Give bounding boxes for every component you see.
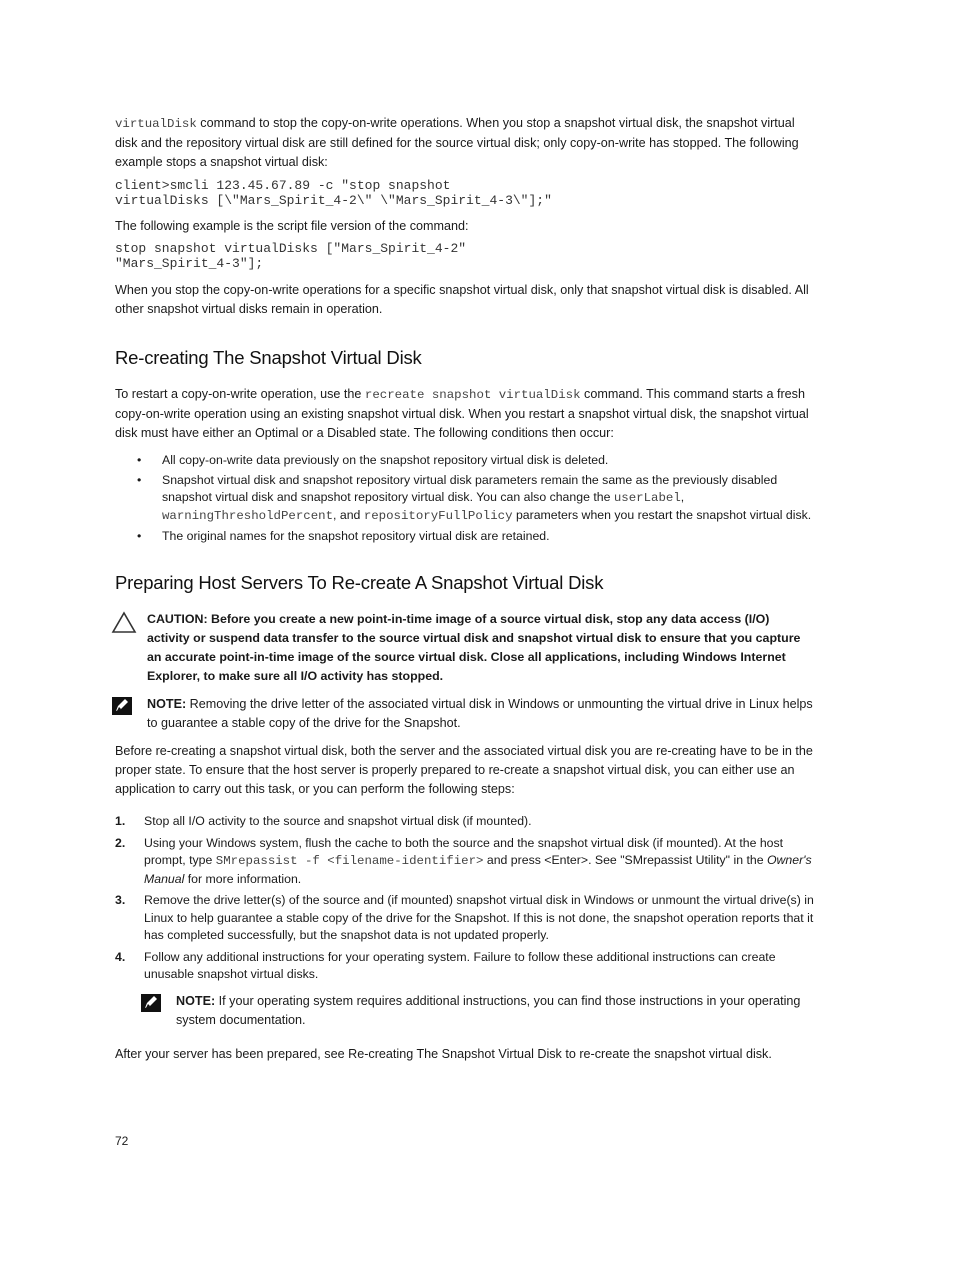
list-item: • The original names for the snapshot repository virtual disk are retained. bbox=[137, 529, 550, 543]
section1-paragraph: To restart a copy-on-write operation, use the recreate snapshot virtualDisk command. This command starts a fresh copy-on-write operation using an existing snapshot virtual disk. When you restart a snapshot virtual disk, the snapshot virtual disk must have either an Optimal or a Disabled state. The following conditions then occur: bbox=[115, 387, 809, 440]
intro-paragraph-3: When you stop the copy-on-write operations for a specific snapshot virtual disk, only that snapshot virtual disk is disabled. All other snapshot virtual disks remain in operation. bbox=[115, 283, 809, 316]
section-heading-preparing: Preparing Host Servers To Re-create A Snapshot Virtual Disk bbox=[115, 572, 604, 593]
inline-code: virtualDisk bbox=[115, 117, 197, 131]
caution-triangle-icon bbox=[111, 611, 137, 641]
code-example-cli: client>smcli 123.45.67.89 -c "stop snapshot virtualDisks [\"Mars_Spirit_4-2\" \"Mars_Spirit_4-3\"];" bbox=[115, 178, 552, 208]
bullet-icon: • bbox=[137, 453, 142, 467]
note-notice: NOTE: Removing the drive letter of the associated virtual disk in Windows or unmounting the virtual drive in Linux helps to guarantee a stable copy of the drive for the Snapshot. bbox=[115, 695, 815, 733]
inline-code: userLabel bbox=[613, 491, 681, 505]
list-item: 2. Using your Windows system, flush the cache to both the source and the snapshot virtual disk (if mounted). At the host prompt, type SMrepassist -f <filename-identifier> and press <Enter>. See "SMrepassist Utility" in the Owner's Manual for more information. bbox=[115, 835, 812, 886]
list-item: 1. Stop all I/O activity to the source and snapshot virtual disk (if mounted). bbox=[115, 814, 532, 828]
bullet-icon: • bbox=[137, 529, 142, 543]
section-heading-recreating: Re-creating The Snapshot Virtual Disk bbox=[115, 347, 422, 368]
closing-paragraph: After your server has been prepared, see Re-creating The Snapshot Virtual Disk to re-create the snapshot virtual disk. bbox=[115, 1046, 772, 1061]
inline-code: warningThresholdPercent bbox=[162, 509, 334, 523]
bullet-icon: • bbox=[137, 473, 142, 487]
intro-paragraph-1: virtualDisk command to stop the copy-on-write operations. When you stop a snapshot virtual disk, the snapshot virtual disk and the repository virtual disk are still defined for the source virtual disk; only copy-on-write has stopped. The following example stops a snapshot virtual disk: bbox=[115, 116, 799, 169]
code-example-script: stop snapshot virtualDisks ["Mars_Spirit_4-2" "Mars_Spirit_4-3"]; bbox=[115, 241, 467, 271]
section2-paragraph: Before re-creating a snapshot virtual disk, both the server and the associated virtual disk you are re-creating have to be in the proper state. To ensure that the host server is properly prepared to re-create a snapshot virtual disk, you can either use an application to carry out this task, or you can perform the following steps: bbox=[115, 744, 813, 796]
steps-list bbox=[115, 813, 815, 1030]
list-item: • All copy-on-write data previously on the snapshot repository virtual disk is deleted. bbox=[137, 453, 609, 467]
caution-notice: CAUTION: Before you create a new point-in-time image of a source virtual disk, stop any data access (I/O) activity or suspend data transfer to the source virtual disk and snapshot virtual disk to ensure that you capture an accurate point-in-time image of the source virtual disk. Close all applications, including Windows Internet Explorer, to make sure all I/O activity has stopped. bbox=[115, 610, 815, 686]
note-pencil-icon bbox=[111, 696, 133, 722]
note-notice: NOTE: If your operating system requires additional instructions, you can find those instructions in your operating system documentation. bbox=[144, 992, 815, 1030]
list-item: • Snapshot virtual disk and snapshot repository virtual disk parameters remain the same as the previously disabled snapshot virtual disk and snapshot repository virtual disk. You can also change the userLabel, warningThresholdPercent, and repositoryFullPolicy parameters when you restart the snapshot virtual disk. bbox=[137, 473, 812, 523]
list-item: 3. Remove the drive letter(s) of the source and (if mounted) snapshot virtual disk in Windows or unmount the virtual drive(s) in Linux to help guarantee a stable copy of the drive for the Snapshot. If this is not done, the snapshot operation reports that it has completed successfully, but the snapshot data is not updated properly. bbox=[115, 893, 814, 942]
inline-code: SMrepassist -f <filename-identifier> bbox=[215, 854, 484, 868]
note-pencil-icon bbox=[140, 993, 162, 1019]
conditions-list bbox=[115, 452, 815, 545]
inline-code: recreate snapshot virtualDisk bbox=[364, 388, 581, 402]
document-page bbox=[115, 114, 815, 1064]
intro-paragraph-2: The following example is the script file version of the command: bbox=[115, 219, 469, 233]
page-number: 72 bbox=[115, 1134, 129, 1148]
inline-code: repositoryFullPolicy bbox=[363, 509, 513, 523]
list-item: 4. Follow any additional instructions for your operating system. Failure to follow these additional instructions can create unusable snapshot virtual disks. NOTE: If your operating system requires additional instructions, you can find those instructions in your operating system documentation. bbox=[115, 949, 815, 1030]
